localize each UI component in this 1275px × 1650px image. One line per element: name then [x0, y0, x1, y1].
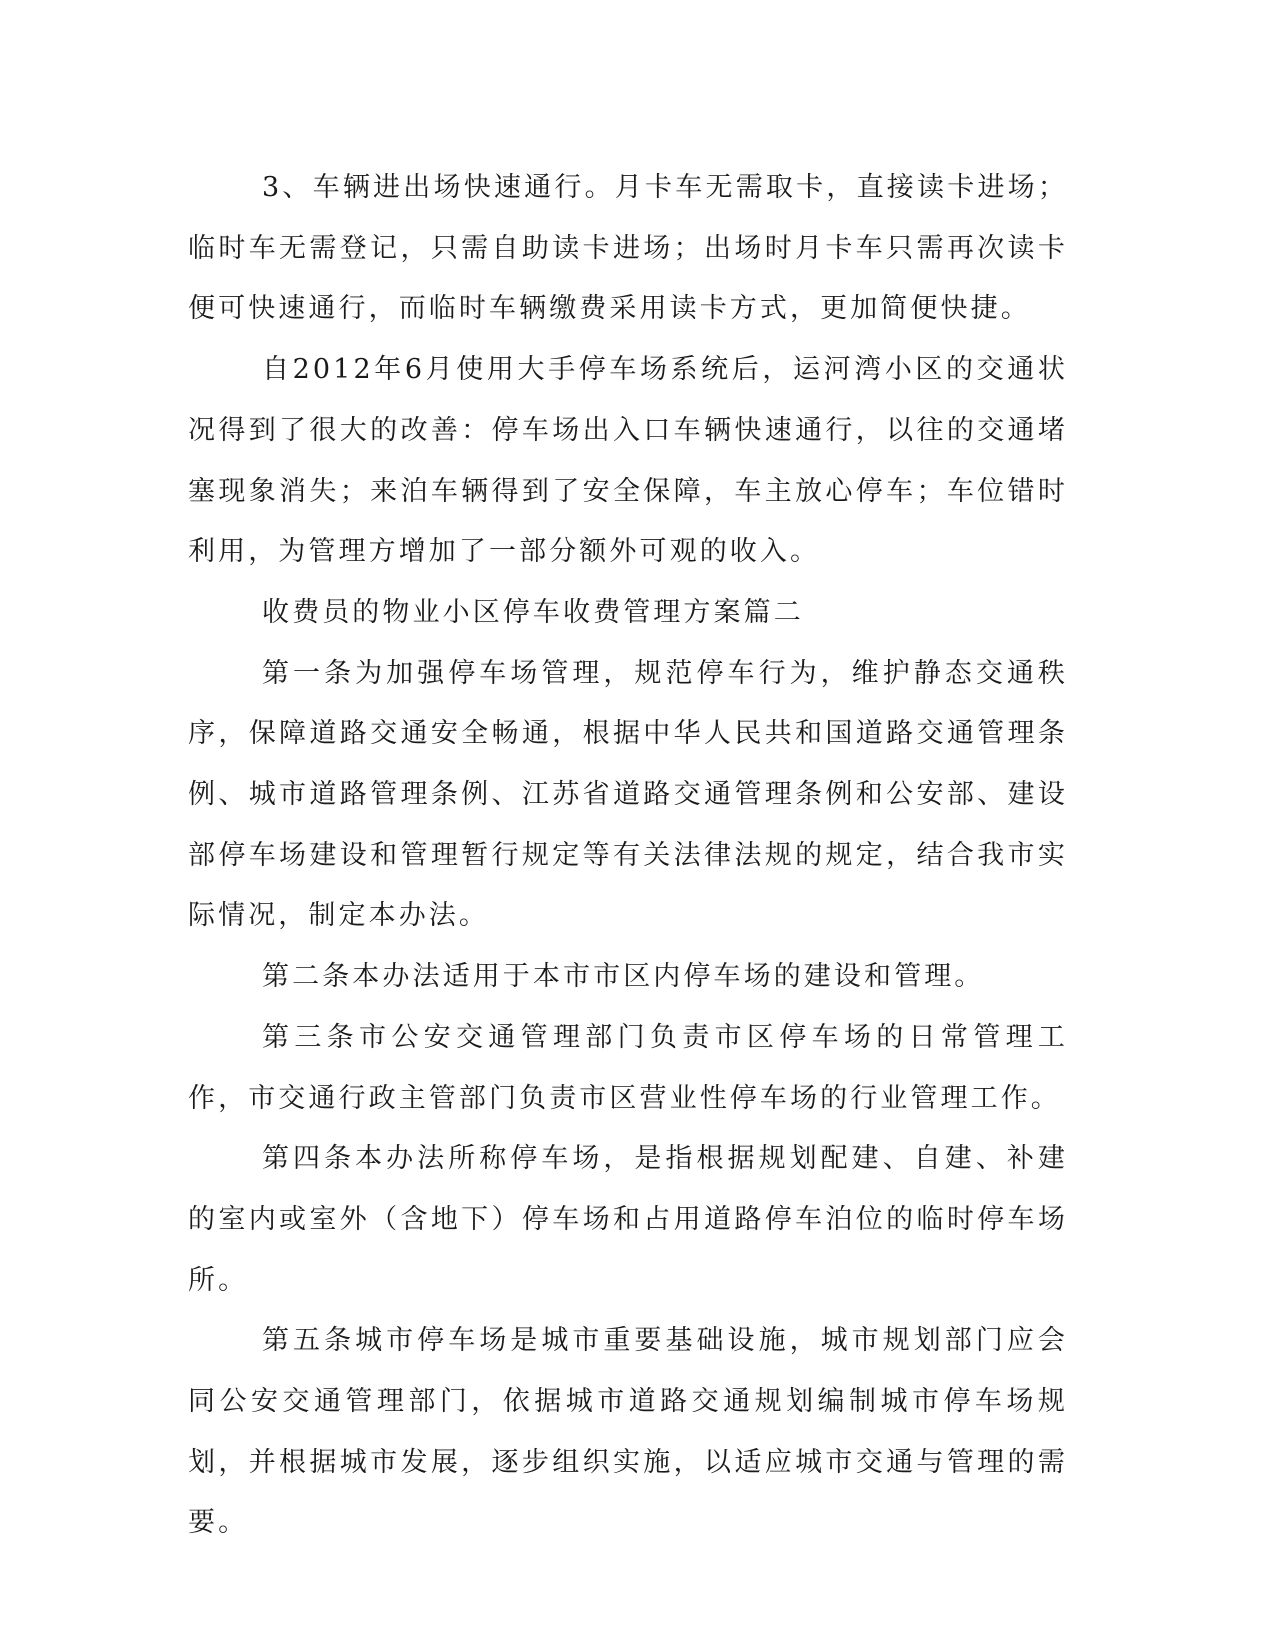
document-body [188, 158, 1068, 1554]
article-five: 第五条城市停车场是城市重要基础设施，城市规划部门应会同公安交通管理部门，依据城市道路交通规划编制城市停车场规划，并根据城市发展，逐步组织实施，以适应城市交通与管理的需要。 [188, 1325, 1068, 1539]
section-heading-plan-two: 收费员的物业小区停车收费管理方案篇二 [262, 596, 804, 628]
paragraph-system-results: 自2012年6月使用大手停车场系统后，运河湾小区的交通状况得到了很大的改善：停车场出入口车辆快速通行，以往的交通堵塞现象消失；来泊车辆得到了安全保障，车主放心停车；车位错时利用，为管理方增加了一部分额外可观的收入。 [188, 354, 1068, 568]
article-three: 第三条市公安交通管理部门负责市区停车场的日常管理工作，市交通行政主管部门负责市区营业性停车场的行业管理工作。 [188, 1021, 1068, 1114]
article-one: 第一条为加强停车场管理，规范停车行为，维护静态交通秩序，保障道路交通安全畅通，根据中华人民共和国道路交通管理条例、城市道路管理条例、江苏省道路交通管理条例和公安部、建设部停车场建设和管理暂行规定等有关法律法规的规定，结合我市实际情况，制定本办法。 [188, 657, 1068, 932]
paragraph-vehicle-access: 3、车辆进出场快速通行。月卡车无需取卡，直接读卡进场；临时车无需登记，只需自助读卡进场；出场时月卡车只需再次读卡便可快速通行，而临时车辆缴费采用读卡方式，更加简便快捷。 [188, 172, 1068, 325]
article-two: 第二条本办法适用于本市市区内停车场的建设和管理。 [262, 961, 985, 993]
article-four: 第四条本办法所称停车场，是指根据规划配建、自建、补建的室内或室外（含地下）停车场和占用道路停车泊位的临时停车场所。 [188, 1143, 1068, 1296]
